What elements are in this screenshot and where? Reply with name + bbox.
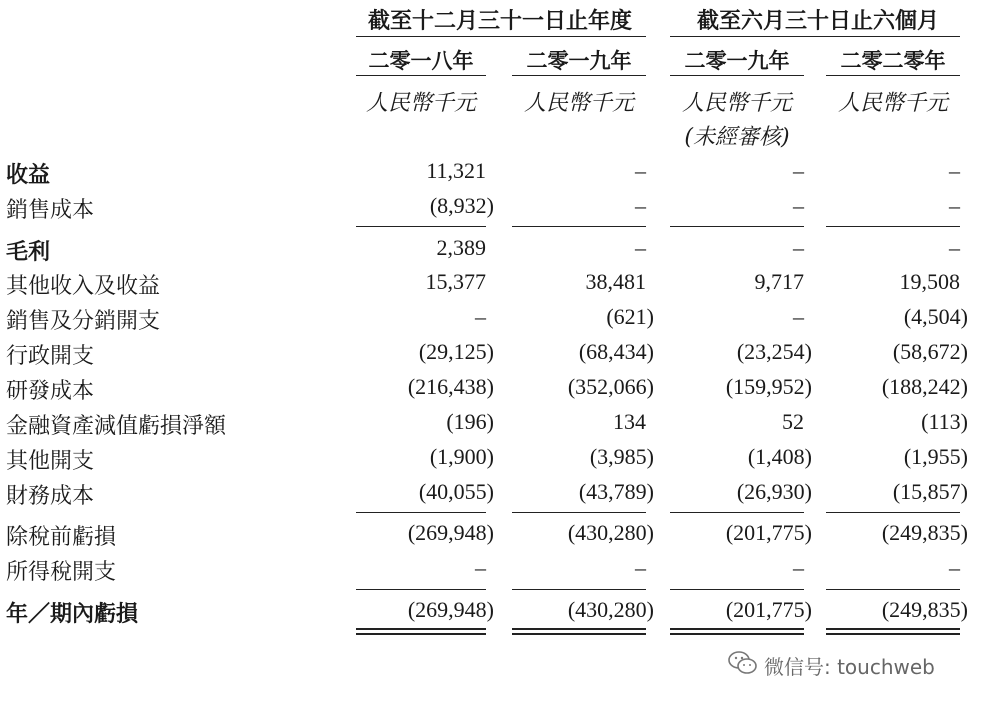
cell-selling-expenses-2019: (621)	[606, 304, 654, 329]
period-rule-six-months	[670, 36, 960, 37]
subtotal-rule	[356, 589, 486, 590]
year-rule	[826, 75, 960, 76]
cell-impairment-2019: 134	[613, 409, 646, 434]
cell-revenue-2019-h1: –	[793, 158, 804, 183]
cell-rnd-costs-2018: (216,438)	[407, 374, 494, 399]
year-rule	[512, 75, 646, 76]
cell-selling-expenses-2019-h1: –	[793, 304, 804, 329]
row-label-income-tax: 所得稅開支	[6, 560, 117, 585]
cell-admin-expenses-2018: (29,125)	[418, 339, 494, 364]
cell-cost-of-sales-2020-h1: –	[949, 193, 960, 218]
cell-other-income-2018: 15,377	[425, 269, 486, 294]
cell-selling-expenses-2018: –	[475, 304, 486, 329]
cell-revenue-2020-h1: –	[949, 158, 960, 183]
subtotal-rule	[826, 589, 960, 590]
wechat-watermark	[728, 650, 935, 681]
wechat-icon	[728, 650, 758, 681]
unit-label: 人民幣千元	[523, 91, 634, 116]
cell-gross-profit-2019-h1: –	[793, 235, 804, 260]
subtotal-rule	[512, 226, 646, 227]
row-label-loss-before-tax: 除稅前虧損	[6, 525, 117, 550]
total-double-rule	[826, 628, 960, 635]
cell-cost-of-sales-2019-h1: –	[793, 193, 804, 218]
year-rule	[670, 75, 804, 76]
cell-income-tax-2020-h1: –	[949, 555, 960, 580]
cell-impairment-2019-h1: 52	[782, 409, 804, 434]
row-label-other-income: 其他收入及收益	[6, 274, 161, 299]
cell-income-tax-2019: –	[635, 555, 646, 580]
cell-admin-expenses-2019-h1: (23,254)	[736, 339, 812, 364]
cell-impairment-2018: (196)	[446, 409, 494, 434]
period-header-six-months: 截至六月三十日止六個月	[696, 9, 939, 34]
cell-cost-of-sales-2018: (8,932)	[429, 193, 494, 218]
year-header-2018: 二零一八年	[368, 49, 474, 73]
cell-revenue-2018: 11,321	[426, 158, 486, 183]
cell-other-income-2019-h1: 9,717	[754, 269, 804, 294]
row-label-finance-costs: 財務成本	[6, 484, 95, 509]
cell-loss-before-tax-2019-h1: (201,775)	[725, 520, 812, 545]
row-label-impairment: 金融資產減值虧損淨額	[6, 414, 227, 439]
cell-other-income-2020-h1: 19,508	[899, 269, 960, 294]
cell-rnd-costs-2019-h1: (159,952)	[725, 374, 812, 399]
cell-loss-for-period-2019: (430,280)	[567, 597, 654, 622]
subtotal-rule	[670, 512, 804, 513]
subtotal-rule	[826, 512, 960, 513]
year-header-2020-h1: 二零二零年	[840, 49, 946, 73]
cell-revenue-2019: –	[635, 158, 646, 183]
cell-finance-costs-2019: (43,789)	[578, 479, 654, 504]
total-double-rule	[512, 628, 646, 635]
unit-label: 人民幣千元	[365, 91, 476, 116]
cell-gross-profit-2018: 2,389	[436, 235, 486, 260]
subtotal-rule	[670, 226, 804, 227]
cell-other-income-2019: 38,481	[585, 269, 646, 294]
cell-loss-for-period-2018: (269,948)	[407, 597, 494, 622]
cell-other-expenses-2019: (3,985)	[589, 444, 654, 469]
cell-finance-costs-2020-h1: (15,857)	[892, 479, 968, 504]
cell-income-tax-2018: –	[475, 555, 486, 580]
period-rule-annual	[356, 36, 646, 37]
watermark-text: 微信号: touchweb	[764, 655, 935, 679]
total-double-rule	[356, 628, 486, 635]
year-header-2019-h1: 二零一九年	[684, 49, 790, 73]
cell-loss-for-period-2019-h1: (201,775)	[725, 597, 812, 622]
cell-other-expenses-2019-h1: (1,408)	[747, 444, 812, 469]
cell-income-tax-2019-h1: –	[793, 555, 804, 580]
cell-gross-profit-2019: –	[635, 235, 646, 260]
cell-selling-expenses-2020-h1: (4,504)	[903, 304, 968, 329]
subtotal-rule	[356, 512, 486, 513]
row-label-rnd-costs: 研發成本	[6, 379, 95, 404]
period-header-annual: 截至十二月三十一日止年度	[367, 9, 632, 34]
cell-finance-costs-2019-h1: (26,930)	[736, 479, 812, 504]
cell-other-expenses-2018: (1,900)	[429, 444, 494, 469]
cell-finance-costs-2018: (40,055)	[418, 479, 494, 504]
unaudited-note: (未經審核)	[684, 125, 790, 150]
row-label-selling-expenses: 銷售及分銷開支	[6, 309, 161, 334]
cell-loss-before-tax-2018: (269,948)	[407, 520, 494, 545]
cell-loss-before-tax-2019: (430,280)	[567, 520, 654, 545]
cell-loss-for-period-2020-h1: (249,835)	[881, 597, 968, 622]
total-double-rule	[670, 628, 804, 635]
cell-impairment-2020-h1: (113)	[921, 409, 968, 434]
subtotal-rule	[356, 226, 486, 227]
subtotal-rule	[512, 589, 646, 590]
subtotal-rule	[826, 226, 960, 227]
unit-label: 人民幣千元	[837, 91, 948, 116]
row-label-revenue: 收益	[6, 163, 51, 188]
cell-cost-of-sales-2019: –	[635, 193, 646, 218]
row-label-gross-profit: 毛利	[6, 240, 51, 265]
subtotal-rule	[512, 512, 646, 513]
cell-rnd-costs-2020-h1: (188,242)	[881, 374, 968, 399]
cell-loss-before-tax-2020-h1: (249,835)	[881, 520, 968, 545]
row-label-other-expenses: 其他開支	[6, 449, 95, 474]
cell-gross-profit-2020-h1: –	[949, 235, 960, 260]
row-label-loss-for-period: 年／期內虧損	[6, 602, 139, 627]
unit-label: 人民幣千元	[681, 91, 792, 116]
row-label-cost-of-sales: 銷售成本	[6, 198, 95, 223]
subtotal-rule	[670, 589, 804, 590]
cell-rnd-costs-2019: (352,066)	[567, 374, 654, 399]
year-rule	[356, 75, 486, 76]
cell-admin-expenses-2019: (68,434)	[578, 339, 654, 364]
cell-other-expenses-2020-h1: (1,955)	[903, 444, 968, 469]
row-label-admin-expenses: 行政開支	[6, 344, 95, 369]
year-header-2019: 二零一九年	[526, 49, 632, 73]
cell-admin-expenses-2020-h1: (58,672)	[892, 339, 968, 364]
